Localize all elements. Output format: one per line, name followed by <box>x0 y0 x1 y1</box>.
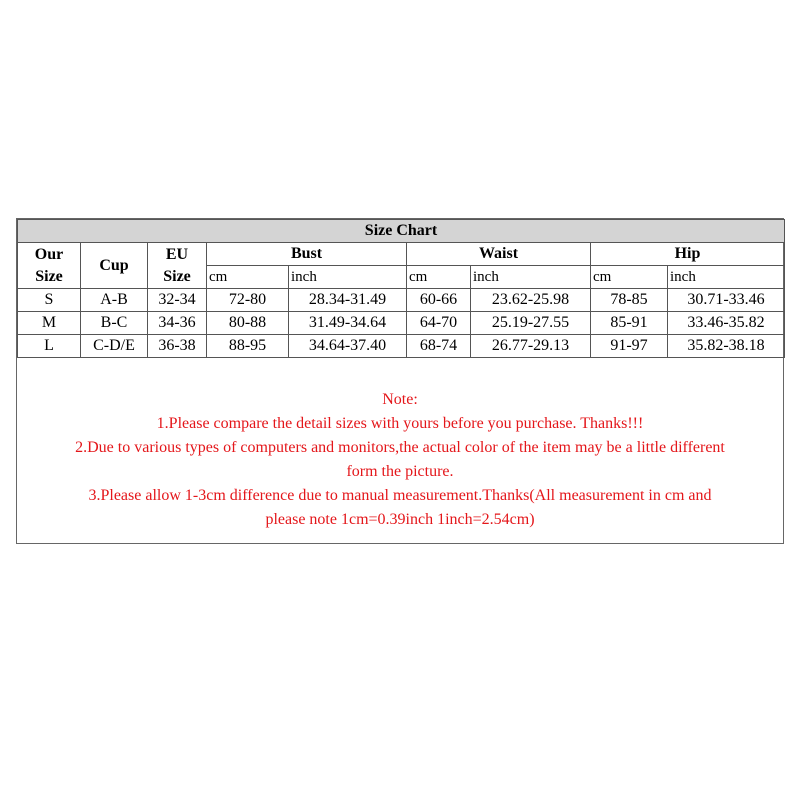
bust-cm-label: cm <box>207 266 289 289</box>
table-row <box>18 312 785 335</box>
waist-cm-label: cm <box>407 266 471 289</box>
hip-cm-cell: 91-97 <box>591 335 668 358</box>
bust-cm-cell: 88-95 <box>207 335 289 358</box>
chart-title: Size Chart <box>18 220 785 243</box>
hip-cm-cell: 78-85 <box>591 289 668 312</box>
hip-cm-label: cm <box>591 266 668 289</box>
header-hip: Hip <box>591 243 785 266</box>
note-section <box>17 366 783 532</box>
header-eu-size <box>148 243 207 289</box>
bust-cm-cell: 72-80 <box>207 289 289 312</box>
note-line-2b: form the picture. <box>346 463 454 480</box>
header-waist: Waist <box>407 243 591 266</box>
table-row <box>18 289 785 312</box>
hip-cm-cell: 85-91 <box>591 312 668 335</box>
bust-cm-cell: 80-88 <box>207 312 289 335</box>
table-row <box>18 335 785 358</box>
waist-cm-cell: 68-74 <box>407 335 471 358</box>
note-line-3a: 3.Please allow 1-3cm difference due to manual measurement.Thanks(All measurement in cm and <box>88 487 712 504</box>
size-cell: S <box>18 289 81 312</box>
header-row-1 <box>18 243 785 266</box>
waist-inch-cell: 26.77-29.13 <box>471 335 591 358</box>
hip-inch-cell: 33.46-35.82 <box>668 312 785 335</box>
header-our-size-line1: Our <box>34 245 64 263</box>
waist-cm-cell: 60-66 <box>407 289 471 312</box>
hip-inch-cell: 35.82-38.18 <box>668 335 785 358</box>
waist-inch-label: inch <box>471 266 591 289</box>
cup-cell: B-C <box>81 312 148 335</box>
header-our-size <box>18 243 81 289</box>
note-line-1: 1.Please compare the detail sizes with yours before you purchase. Thanks!!! <box>156 415 644 432</box>
size-cell: L <box>18 335 81 358</box>
bust-inch-label: inch <box>289 266 407 289</box>
note-line-3b: please note 1cm=0.39inch 1inch=2.54cm) <box>265 511 535 528</box>
header-bust: Bust <box>207 243 407 266</box>
size-cell: M <box>18 312 81 335</box>
cup-cell: A-B <box>81 289 148 312</box>
waist-inch-cell: 25.19-27.55 <box>471 312 591 335</box>
bust-inch-cell: 31.49-34.64 <box>289 312 407 335</box>
note-line-2a: 2.Due to various types of computers and monitors,the actual color of the item may be a little different <box>75 439 725 456</box>
header-eu-line1: EU <box>165 245 189 263</box>
eu-cell: 36-38 <box>148 335 207 358</box>
cup-cell: C-D/E <box>81 335 148 358</box>
title-row <box>18 220 785 243</box>
size-table <box>17 219 785 358</box>
header-cup: Cup <box>81 243 148 289</box>
eu-cell: 34-36 <box>148 312 207 335</box>
hip-inch-label: inch <box>668 266 785 289</box>
waist-inch-cell: 23.62-25.98 <box>471 289 591 312</box>
eu-cell: 32-34 <box>148 289 207 312</box>
header-our-size-line2: Size <box>35 267 63 285</box>
size-chart <box>16 218 784 544</box>
bust-inch-cell: 34.64-37.40 <box>289 335 407 358</box>
header-eu-line2: Size <box>163 267 191 285</box>
waist-cm-cell: 64-70 <box>407 312 471 335</box>
bust-inch-cell: 28.34-31.49 <box>289 289 407 312</box>
hip-inch-cell: 30.71-33.46 <box>668 289 785 312</box>
note-title: Note: <box>382 391 418 408</box>
